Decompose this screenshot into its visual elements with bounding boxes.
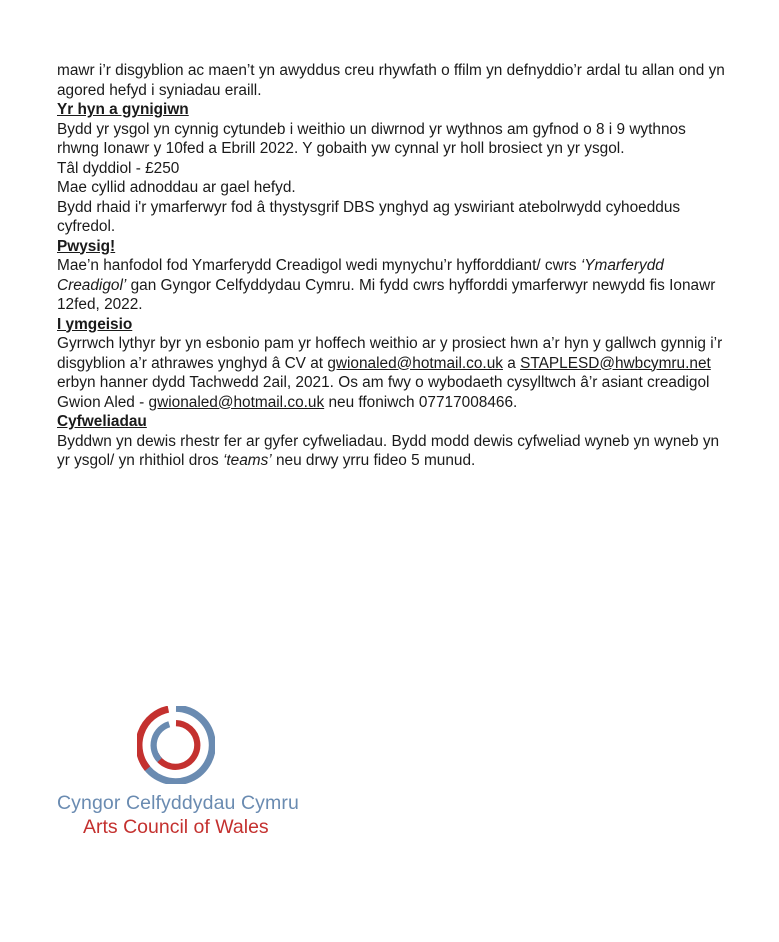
important-paragraph bbox=[57, 256, 727, 315]
offer-paragraph: Bydd yr ysgol yn cynnig cytundeb i weithio un diwrnod yr wythnos am gyfnod o 8 i 9 wythnos rhwng Ionawr y 10fed a Ebrill 2022. Y gobaith yw cynnal yr holl brosiect yn yr ysgol. bbox=[57, 120, 686, 157]
dbs-requirement: Bydd rhaid i'r ymarferwyr fod â thystysgrif DBS ynghyd ag yswiriant atebolrwydd cyhoeddus cyfredol. bbox=[57, 198, 681, 235]
document-body bbox=[57, 61, 727, 471]
course-name: ‘Ymarferydd Creadigol’ bbox=[57, 257, 664, 294]
interviews-heading: Cyfweliadau bbox=[57, 413, 147, 430]
email-link-gwion[interactable]: gwionaled@hotmail.co.uk bbox=[327, 354, 503, 372]
email-link-staples[interactable]: STAPLESD@hwbcymru.net bbox=[520, 354, 711, 372]
important-heading: Pwysig! bbox=[57, 237, 116, 255]
arts-council-logo-mark-icon bbox=[137, 706, 215, 784]
interviews-paragraph bbox=[57, 432, 727, 471]
logo-ring-blue-inner bbox=[148, 724, 179, 761]
apply-paragraph bbox=[57, 334, 727, 412]
intro-paragraph: mawr i’r disgyblion ac maen’t yn awyddus creu rhywfath o ffilm yn defnyddio’r ardal tu allan ond yn agored hefyd i syniadau eraill. bbox=[57, 62, 725, 99]
important-text-after: gan Gyngor Celfyddydau Cymru. Mi fydd cwrs hyfforddi ymarferwyr newydd fis Ionawr 12fed, 2022. bbox=[57, 276, 716, 313]
logo-english-name: Arts Council of Wales bbox=[83, 816, 269, 838]
apply-heading: I ymgeisio bbox=[57, 315, 133, 333]
interviews-text-before: Byddwn yn dewis rhestr fer ar gyfer cyfweliadau. Bydd modd dewis cyfweliad wyneb yn wyneb yn yr ysgol/ yn rhithiol dros bbox=[57, 432, 720, 469]
daily-fee: Tâl dyddiol - £250 bbox=[57, 159, 180, 177]
important-text-before: Mae’n hanfodol fod Ymarferydd Creadigol wedi mynychu’r hyfforddiant/ cwrs bbox=[57, 257, 581, 274]
apply-text-4: neu ffoniwch 07717008466. bbox=[324, 393, 518, 411]
arts-council-logo bbox=[57, 700, 337, 850]
apply-text-2: a bbox=[502, 354, 521, 372]
logo-welsh-name: Cyngor Celfyddydau Cymru bbox=[57, 792, 299, 814]
teams-term: ‘teams’ bbox=[222, 452, 272, 469]
email-link-gwion-contact[interactable]: gwionaled@hotmail.co.uk bbox=[148, 393, 325, 411]
apply-text-1: Gyrrwch lythyr byr yn esbonio pam yr hoffech weithio ar y prosiect hwn a’r hyn y gallwch gynnig i’r disgyblion a’r athrawes ynghyd â CV at bbox=[57, 335, 723, 372]
materials-budget: Mae cyllid adnoddau ar gael hefyd. bbox=[57, 179, 296, 196]
interviews-text-after: neu drwy yrru fideo 5 munud. bbox=[271, 452, 476, 469]
apply-text-3: erbyn hanner dydd Tachwedd 2ail, 2021. Os am fwy o wybodaeth cysylltwch â’r asiant creadigol Gwion Aled - bbox=[57, 374, 710, 411]
offer-heading: Yr hyn a gynigiwn bbox=[57, 101, 189, 118]
